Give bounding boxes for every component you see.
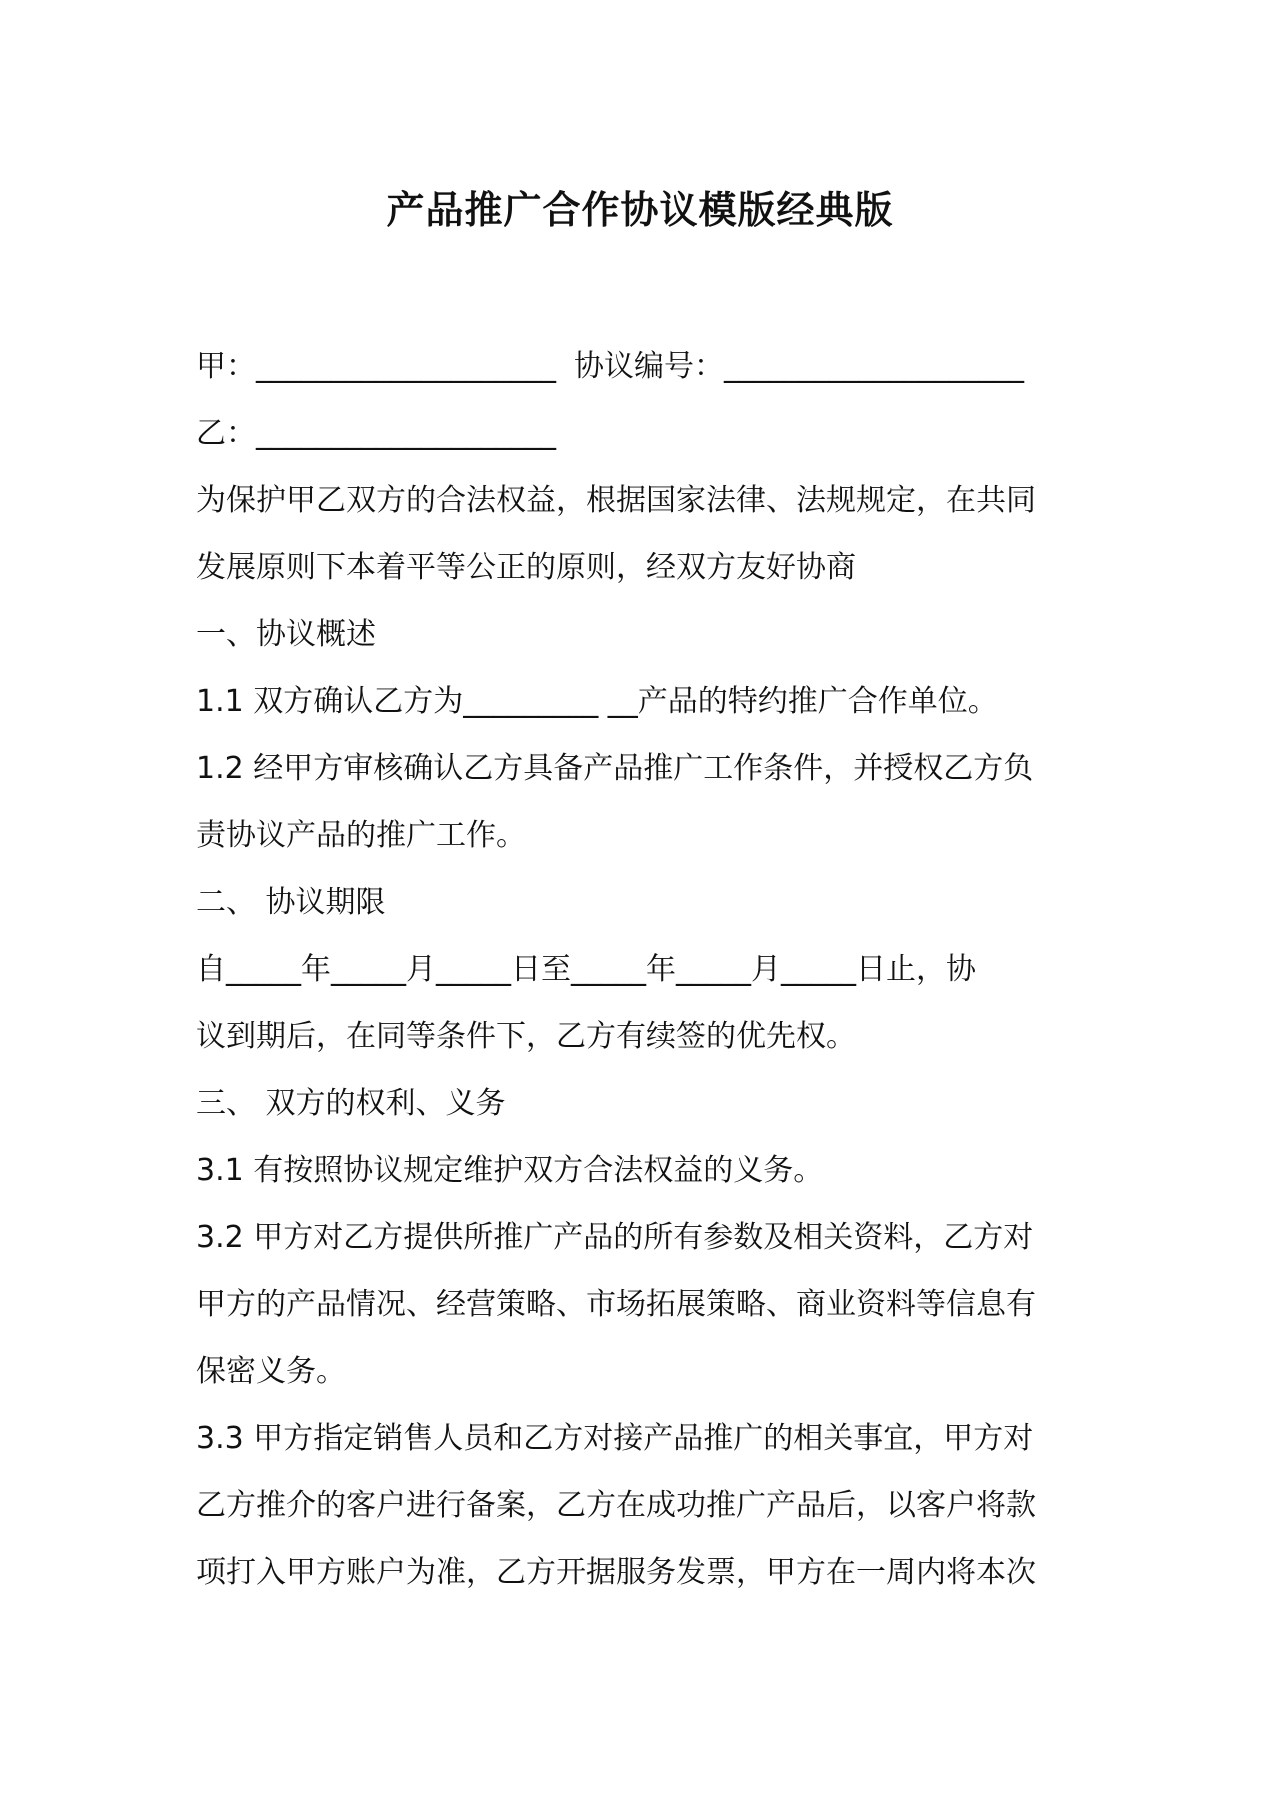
clause-3-3-line-3: 项打入甲方账户为准，乙方开据服务发票，甲方在一周内将本次 <box>196 1555 1036 1590</box>
section-2-heading: 二、 协议期限 <box>196 885 386 920</box>
clause-1-2-line-2: 责协议产品的推广工作。 <box>196 818 526 853</box>
section-3-heading: 三、 双方的权利、义务 <box>196 1086 506 1121</box>
agreement-no-blank: ____________________ <box>724 349 1024 384</box>
clause-1-1: 1.1 双方确认乙方为_________ __产品的特约推广合作单位。 <box>196 684 998 719</box>
party-a-label: 甲： <box>196 349 256 384</box>
party-a-blank: ____________________ <box>256 349 556 384</box>
intro-line-2: 发展原则下本着平等公正的原则，经双方友好协商 <box>196 550 856 585</box>
document-title: 产品推广合作协议模版经典版 <box>386 188 894 232</box>
party-a-row <box>196 333 1096 400</box>
clause-3-2-line-2: 甲方的产品情况、经营策略、市场拓展策略、商业资料等信息有 <box>196 1287 1036 1322</box>
party-b-row <box>196 400 1096 467</box>
term-line-1: 自_____年_____月_____日至_____年_____月_____日止，协 <box>196 952 976 987</box>
clause-3-1: 3.1 有按照协议规定维护双方合法权益的义务。 <box>196 1153 824 1188</box>
section-1-heading: 一、协议概述 <box>196 617 376 652</box>
document-body <box>196 333 1096 1606</box>
party-b-label: 乙： <box>196 416 256 451</box>
agreement-no-label: 协议编号： <box>574 349 724 384</box>
clause-3-2-line-1: 3.2 甲方对乙方提供所推广产品的所有参数及相关资料，乙方对 <box>196 1220 1034 1255</box>
intro-line-1: 为保护甲乙双方的合法权益，根据国家法律、法规规定，在共同 <box>196 483 1036 518</box>
party-b-blank: ____________________ <box>256 416 556 451</box>
clause-1-2-line-1: 1.2 经甲方审核确认乙方具备产品推广工作条件，并授权乙方负 <box>196 751 1034 786</box>
clause-3-3-line-2: 乙方推介的客户进行备案，乙方在成功推广产品后，以客户将款 <box>196 1488 1036 1523</box>
clause-3-3-line-1: 3.3 甲方指定销售人员和乙方对接产品推广的相关事宜，甲方对 <box>196 1421 1034 1456</box>
clause-3-2-line-3: 保密义务。 <box>196 1354 346 1389</box>
term-line-2: 议到期后，在同等条件下，乙方有续签的优先权。 <box>196 1019 856 1054</box>
